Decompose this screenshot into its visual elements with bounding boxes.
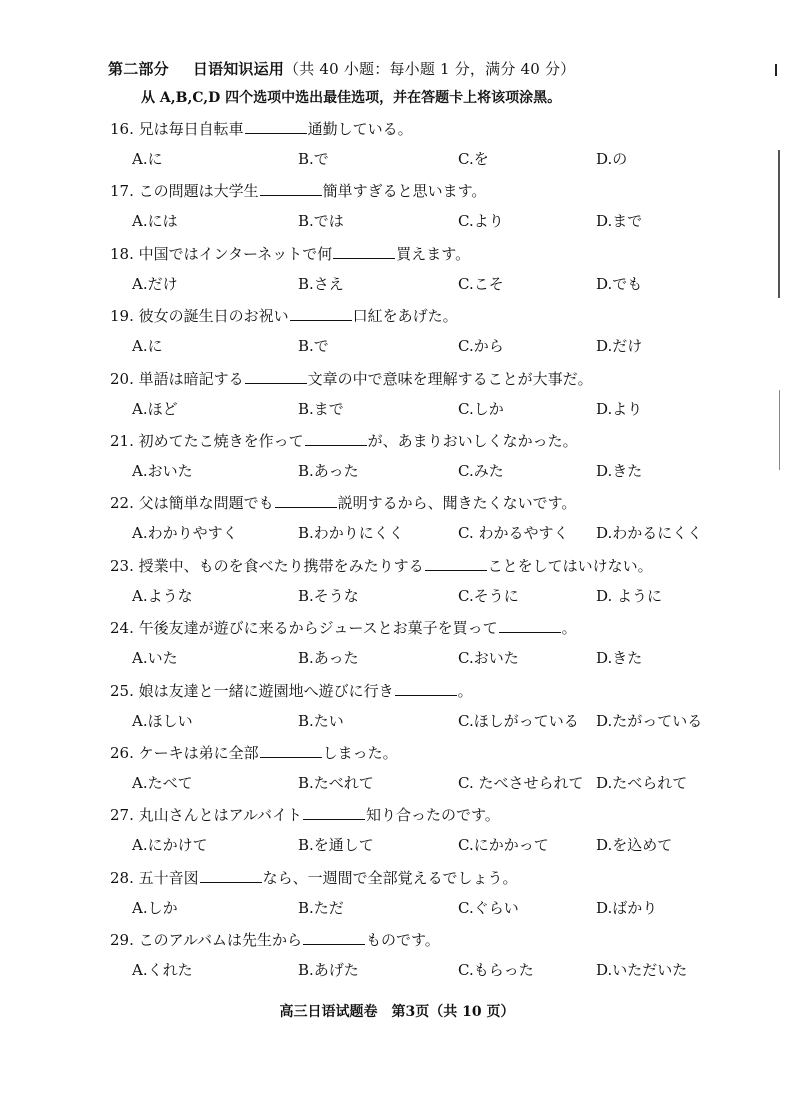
question-stem-after: 簡単すぎると思います。	[322, 182, 487, 201]
question-stem-after: 。	[561, 619, 577, 638]
answer-blank	[303, 803, 365, 820]
option-d: D. ように	[596, 586, 663, 605]
answer-blank	[499, 616, 561, 633]
option-d: D.ばかり	[596, 898, 658, 917]
option-b: B.を通して	[298, 836, 374, 855]
question-item	[110, 741, 750, 803]
option-d: D.たべられて	[596, 774, 688, 792]
option-b: B.では	[298, 212, 344, 231]
option-c: C. わかるやすく	[458, 524, 569, 543]
option-c: C.にかかって	[458, 836, 549, 855]
question-item	[110, 179, 750, 241]
scan-edge-line	[778, 150, 780, 298]
option-b: B.で	[298, 150, 329, 168]
section-title	[108, 58, 575, 79]
option-a: A.に	[132, 337, 163, 356]
answer-blank	[290, 304, 352, 321]
question-stem-before: 19. 彼女の誕生日のお祝い	[110, 307, 289, 326]
question-stem-after: ことをしてはいけない。	[487, 556, 653, 575]
question-item	[110, 242, 750, 304]
question-stem-before: 22. 父は簡単な問題でも	[110, 494, 274, 513]
question-item	[110, 429, 750, 491]
question-stem-before: 26. ケーキは弟に全部	[110, 744, 259, 762]
scan-mark	[775, 64, 777, 76]
question-stem-after: なら、一週間で全部覚えるでしょう。	[262, 868, 518, 887]
answer-blank	[260, 179, 322, 196]
answer-blank	[395, 679, 457, 696]
question-item	[110, 304, 750, 366]
option-c: C.ほしがっている	[458, 711, 579, 730]
question-stem	[110, 429, 578, 452]
question-stem	[110, 554, 653, 577]
question-item	[110, 117, 750, 179]
answer-blank	[245, 117, 307, 134]
answer-blank	[260, 741, 322, 758]
page-footer: 高三日语试题卷 第3页（共 10 页）	[279, 1004, 515, 1020]
option-c: C.しか	[458, 399, 504, 418]
answer-blank	[200, 866, 262, 883]
answer-blank	[303, 928, 365, 945]
option-c: C.もらった	[458, 961, 534, 980]
option-a: A.だけ	[132, 274, 178, 293]
question-stem-before: 21. 初めてたこ焼きを作って	[110, 432, 304, 450]
option-c: C.みた	[458, 462, 504, 480]
option-a: A.ほしい	[132, 711, 193, 730]
answer-blank	[245, 367, 307, 384]
question-stem	[110, 928, 440, 951]
answer-blank	[305, 429, 367, 446]
option-c: C. たべさせられて	[458, 774, 584, 792]
question-item	[110, 866, 750, 928]
option-b: B.たべれて	[298, 774, 374, 792]
question-stem-after: 知り合ったのです。	[365, 806, 500, 825]
question-stem	[110, 616, 577, 639]
option-b: B.あげた	[298, 961, 359, 980]
question-stem	[110, 491, 576, 514]
option-a: A.ような	[132, 586, 193, 605]
question-stem-after: 通勤している。	[307, 120, 413, 138]
question-item	[110, 616, 750, 678]
question-stem-before: 16. 兄は毎日自転車	[110, 120, 244, 138]
option-d: D.を込めて	[596, 836, 673, 855]
option-b: B.まで	[298, 399, 344, 418]
option-d: D.でも	[596, 274, 643, 293]
option-c: C.から	[458, 337, 504, 356]
question-stem	[110, 304, 458, 327]
option-a: A.ほど	[132, 399, 178, 418]
question-stem-after: 文章の中で意味を理解することが大事だ。	[307, 369, 593, 388]
option-a: A.たべて	[132, 774, 193, 792]
question-stem	[110, 866, 517, 889]
question-stem-before: 25. 娘は友達と一緒に遊園地へ遊びに行き	[110, 681, 394, 700]
option-d: D.たがっている	[596, 711, 703, 730]
question-stem-before: 27. 丸山さんとはアルバイト	[110, 806, 302, 825]
question-stem-before: 20. 単語は暗記する	[110, 369, 244, 388]
question-stem-after: 口紅をあげた。	[352, 307, 458, 326]
option-a: A.に	[132, 150, 163, 168]
option-c: C.こそ	[458, 274, 504, 293]
option-a: A.おいた	[132, 462, 193, 480]
section-name: 日语知识运用	[192, 60, 285, 78]
section-instruction: 从 A,B,C,D 四个选项中选出最佳选项，并在答题卡上将该项涂黑。	[141, 90, 562, 106]
question-item	[110, 803, 750, 865]
section-part-label: 第二部分	[108, 60, 169, 78]
question-stem-after: ものです。	[365, 931, 440, 950]
option-b: B.あった	[298, 462, 359, 480]
option-d: D.きた	[596, 462, 643, 480]
answer-blank	[333, 242, 395, 259]
question-stem	[110, 242, 470, 265]
answer-blank	[275, 491, 337, 508]
question-stem-before: 28. 五十音図	[110, 868, 199, 887]
scan-edge-line	[779, 390, 780, 470]
question-item	[110, 491, 750, 553]
option-c: C.おいた	[458, 649, 519, 668]
option-c: C.を	[458, 150, 489, 168]
option-b: B.ただ	[298, 898, 344, 917]
option-c: C.より	[458, 212, 504, 231]
option-d: D.きた	[596, 649, 643, 668]
option-d: D.いただいた	[596, 961, 688, 980]
option-a: A.くれた	[132, 961, 193, 980]
question-stem-after: 。	[457, 681, 473, 700]
option-d: D.まで	[596, 212, 643, 231]
option-c: C.そうに	[458, 586, 519, 605]
option-b: B.たい	[298, 711, 344, 730]
option-a: A.わかりやすく	[132, 524, 238, 543]
question-item	[110, 367, 750, 429]
question-stem	[110, 117, 413, 140]
question-stem-before: 23. 授業中、ものを食べたり携帯をみたりする	[110, 556, 424, 575]
section-detail: （共 40 小题：每小题 1 分，满分 40 分）	[284, 60, 576, 78]
question-stem	[110, 679, 473, 702]
question-stem-after: が、あまりおいしくなかった。	[367, 432, 578, 450]
option-d: D.より	[596, 399, 643, 418]
option-a: A.にかけて	[132, 836, 208, 855]
option-b: B.で	[298, 337, 329, 356]
option-a: A.いた	[132, 649, 178, 668]
option-a: A.しか	[132, 898, 178, 917]
option-d: D.わかるにくく	[596, 524, 703, 543]
question-stem-before: 18. 中国ではインターネットで何	[110, 244, 333, 263]
question-item	[110, 928, 750, 990]
option-b: B.あった	[298, 649, 359, 668]
question-stem	[110, 179, 486, 202]
option-b: B.さえ	[298, 274, 344, 293]
question-stem-before: 29. このアルバムは先生から	[110, 931, 302, 950]
question-item	[110, 679, 750, 741]
question-stem-before: 17. この問題は大学生	[110, 182, 259, 201]
option-d: D.だけ	[596, 337, 643, 356]
answer-blank	[425, 554, 487, 571]
option-b: B.わかりにくく	[298, 524, 404, 543]
question-stem-after: 買えます。	[396, 244, 471, 263]
question-item	[110, 554, 750, 616]
option-a: A.には	[132, 212, 178, 231]
question-stem	[110, 741, 398, 764]
question-stem-after: しまった。	[322, 744, 398, 762]
option-b: B.そうな	[298, 586, 359, 605]
option-c: C.ぐらい	[458, 898, 519, 917]
question-stem-after: 説明するから、聞きたくないです。	[337, 494, 577, 513]
question-stem	[110, 803, 500, 826]
option-d: D.の	[596, 150, 628, 168]
question-stem	[110, 367, 593, 390]
question-stem-before: 24. 午後友達が遊びに来るからジュースとお菓子を買って	[110, 619, 498, 638]
